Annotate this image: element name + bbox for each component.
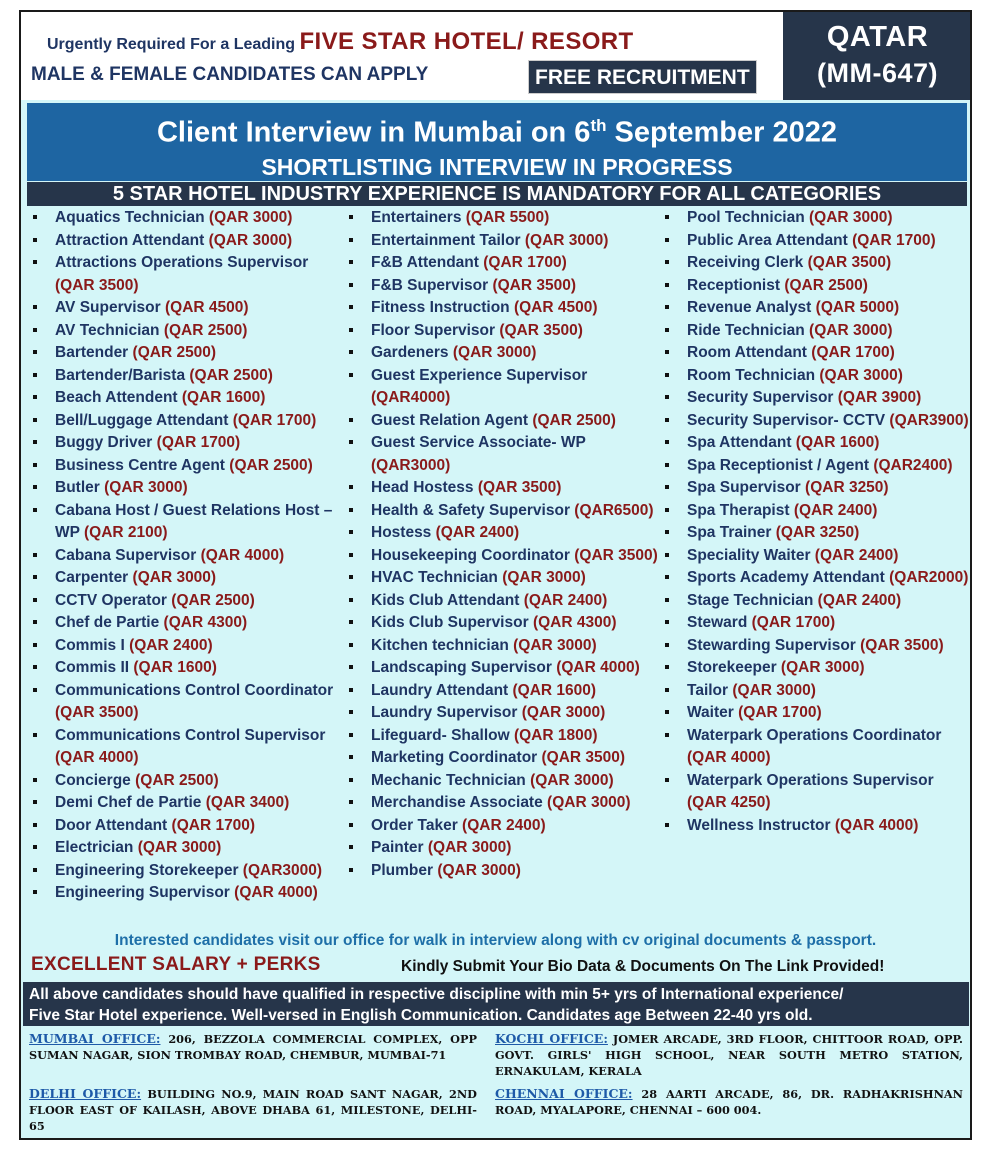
- position-salary: (QAR 1800): [513, 726, 598, 744]
- shortlisting-heading: SHORTLISTING INTERVIEW IN PROGRESS: [261, 153, 733, 180]
- position-title: Health & Safety Supervisor: [371, 501, 570, 519]
- position-salary: (QAR 3500): [477, 479, 562, 496]
- position-title: Waiter: [687, 704, 734, 721]
- position-item: [659, 275, 971, 298]
- position-title: Merchandise Associate: [371, 794, 543, 811]
- position-title: AV Supervisor: [55, 299, 161, 316]
- position-salary: (QAR 3500): [860, 636, 944, 654]
- position-title: Bell/Luggage Attendant: [55, 411, 229, 429]
- position-title: Storekeeper: [687, 659, 777, 676]
- qualification-line-2: Five Star Hotel experience. Well-versed in English Communication. Candidates age Between 22-40 yrs old.: [29, 1007, 813, 1024]
- position-salary: (QAR 2400): [462, 816, 546, 834]
- position-item: [659, 567, 971, 590]
- position-item: [343, 792, 659, 815]
- position-salary: (QAR 3500): [541, 749, 626, 766]
- position-item: [27, 657, 342, 680]
- position-salary: (QAR 1700): [232, 411, 317, 429]
- position-salary: (QAR 2400): [129, 636, 213, 654]
- position-title: Public Area Attendant: [687, 231, 848, 249]
- position-salary: (QAR 3000): [502, 569, 586, 586]
- position-salary: (QAR3000): [371, 456, 451, 474]
- position-salary: (QAR2400): [873, 456, 953, 474]
- position-title: Steward: [687, 614, 748, 631]
- position-title: Receptionist: [687, 276, 781, 294]
- position-item: [27, 387, 342, 410]
- position-item: [343, 297, 659, 320]
- position-item: [659, 230, 971, 253]
- position-title: Carpenter: [55, 569, 129, 586]
- position-salary: (QAR 5000): [815, 299, 900, 316]
- position-item: [659, 815, 971, 838]
- position-item: [27, 297, 342, 320]
- position-title: Hostess: [371, 524, 432, 541]
- position-item: [343, 410, 659, 433]
- position-title: Concierge: [55, 771, 131, 789]
- position-salary: (QAR 4500): [164, 299, 249, 316]
- position-item: [27, 207, 342, 230]
- position-item: [343, 657, 659, 680]
- position-salary: (QAR 3000): [513, 636, 597, 654]
- position-item: [27, 365, 342, 388]
- position-salary: (QAR 3000): [132, 569, 217, 586]
- position-title: HVAC Technician: [371, 569, 498, 586]
- positions-column-3: [659, 207, 971, 837]
- kochi-office-label: KOCHI OFFICE:: [495, 1031, 608, 1046]
- position-title: Laundry Attendant: [371, 681, 509, 699]
- position-salary: (QAR 2400): [793, 501, 878, 519]
- position-item: [343, 612, 659, 635]
- position-title: Gardeners: [371, 344, 449, 361]
- header-left-panel: [21, 12, 783, 100]
- position-title: Guest Experience Supervisor: [371, 366, 588, 384]
- position-salary: (QAR 1600): [795, 434, 880, 451]
- position-salary: (QAR 4500): [513, 299, 598, 316]
- position-title: Ride Technician: [687, 321, 805, 339]
- position-title: Security Supervisor- CCTV: [687, 411, 886, 429]
- delhi-office-address: DELHI OFFICE: BUILDING NO.9, MAIN ROAD SANT NAGAR, 2ND FLOOR EAST OF KAILASH, ABOVE DHABA 61, MILESTONE, DELHI-65: [29, 1086, 477, 1133]
- position-salary: (QAR 3500): [807, 254, 892, 271]
- position-salary: (QAR 3000): [530, 771, 614, 789]
- position-title: Demi Chef de Partie: [55, 794, 202, 811]
- position-title: Tailor: [687, 681, 729, 699]
- interview-banner: [27, 103, 967, 181]
- qualification-bar: [23, 982, 969, 1026]
- position-salary: (QAR 3000): [809, 209, 893, 226]
- position-title: Revenue Analyst: [687, 299, 812, 316]
- position-item: [659, 635, 971, 658]
- position-salary: (QAR 4000): [200, 546, 285, 564]
- position-salary: (QAR 4000): [234, 884, 318, 901]
- position-title: F&B Attendant: [371, 254, 479, 271]
- position-salary: (QAR 3000): [208, 231, 293, 249]
- position-item: [343, 230, 659, 253]
- position-item: [27, 680, 342, 725]
- position-item: [659, 545, 971, 568]
- position-item: [659, 297, 971, 320]
- position-salary: (QAR 3500): [492, 276, 577, 294]
- position-item: [343, 815, 659, 838]
- job-code: (MM-647): [816, 58, 938, 88]
- position-salary: (QAR 2500): [229, 456, 313, 474]
- headline: [47, 28, 634, 56]
- position-salary: (QAR 5500): [465, 209, 550, 226]
- position-salary: (QAR 2500): [132, 344, 217, 361]
- position-title: Painter: [371, 839, 424, 856]
- position-salary: (QAR 2400): [814, 546, 899, 564]
- position-title: Spa Therapist: [687, 501, 790, 519]
- position-item: [659, 207, 971, 230]
- position-title: Electrician: [55, 839, 134, 856]
- chennai-office-address: CHENNAI OFFICE: 28 AARTI ARCADE, 86, DR. RADHAKRISHNAN ROAD, MYALAPORE, CHENNAI – 600 004.: [495, 1086, 963, 1117]
- position-salary: (QAR 3500): [574, 546, 658, 564]
- kochi-office-address: KOCHI OFFICE: JOMER ARCADE, 3RD FLOOR, CHITTOOR ROAD, OPP. GOVT. GIRLS' HIGH SCHOOL, NEAR SOUTH METRO STATION, ERNAKULAM, KERALA: [495, 1031, 963, 1078]
- interview-date-heading: Client Interview in Mumbai on 6th September 2022: [156, 116, 837, 149]
- position-item: [27, 792, 342, 815]
- hotel-resort-title: FIVE STAR HOTEL/ RESORT: [299, 28, 634, 55]
- position-title: Sports Academy Attendant: [687, 569, 885, 586]
- position-salary: (QAR 3000): [547, 794, 631, 811]
- position-title: Housekeeping Coordinator: [371, 546, 570, 564]
- position-salary: (QAR 3000): [732, 681, 816, 699]
- position-item: [659, 680, 971, 703]
- delhi-office-label: DELHI OFFICE:: [29, 1086, 142, 1101]
- position-title: AV Technician: [55, 321, 160, 339]
- position-item: [343, 567, 659, 590]
- position-item: [343, 770, 659, 793]
- candidates-text: MALE & FEMALE CANDIDATES CAN APPLY: [31, 64, 429, 85]
- position-item: [659, 612, 971, 635]
- position-item: [343, 680, 659, 703]
- position-title: Room Attendant: [687, 344, 807, 361]
- position-item: [343, 860, 659, 883]
- position-item: [343, 432, 659, 477]
- position-title: Wellness Instructor: [687, 816, 831, 834]
- position-title: Lifeguard- Shallow: [371, 726, 510, 744]
- position-title: Commis I: [55, 636, 125, 654]
- position-title: Aquatics Technician: [55, 209, 205, 226]
- position-title: Kids Club Supervisor: [371, 614, 529, 631]
- position-title: Order Taker: [371, 816, 458, 834]
- position-salary: (QAR 4000): [834, 816, 919, 834]
- position-salary: (QAR 3500): [55, 704, 139, 721]
- position-item: [659, 770, 971, 815]
- position-title: Laundry Supervisor: [371, 704, 518, 721]
- position-title: Attractions Operations Supervisor: [55, 254, 309, 271]
- mumbai-office-label: MUMBAI OFFICE:: [29, 1031, 161, 1046]
- position-title: Attraction Attendant: [55, 231, 205, 249]
- country-name: QATAR: [826, 21, 929, 53]
- position-item: [27, 432, 342, 455]
- qualification-line-1: All above candidates should have qualified in respective discipline with min 5+ yrs of International experience/: [29, 986, 844, 1003]
- position-title: Stage Technician: [687, 591, 814, 609]
- position-salary: (QAR 3000): [780, 659, 865, 676]
- position-salary: (QAR 3000): [437, 861, 521, 879]
- position-title: Communications Control Coordinator: [55, 681, 334, 699]
- position-salary: (QAR 1700): [811, 344, 895, 361]
- position-title: Waterpark Operations Supervisor: [687, 771, 934, 789]
- position-salary: (QAR 4000): [556, 659, 640, 676]
- position-item: [343, 522, 659, 545]
- position-salary: (QAR 3250): [805, 479, 889, 496]
- position-title: Cabana Supervisor: [55, 546, 197, 564]
- position-title: Mechanic Technician: [371, 771, 526, 789]
- position-salary: (QAR 3000): [104, 479, 188, 496]
- position-title: Spa Receptionist / Agent: [687, 456, 870, 474]
- position-title: Marketing Coordinator: [371, 749, 538, 766]
- walk-in-note: Interested candidates visit our office for walk in interview along with cv original documents & passport.: [114, 932, 877, 949]
- position-title: Cabana Host / Guest Relations Host – WP: [55, 501, 333, 541]
- position-salary: (QAR 3400): [205, 794, 290, 811]
- position-item: [343, 252, 659, 275]
- position-salary: (QAR 3000): [137, 839, 222, 856]
- position-salary: (QAR 3500): [499, 321, 583, 339]
- position-item: [343, 545, 659, 568]
- position-title: Engineering Storekeeper: [55, 861, 239, 879]
- position-item: [27, 410, 342, 433]
- position-salary: (QAR 3000): [809, 321, 893, 339]
- position-salary: (QAR 3000): [521, 704, 606, 721]
- position-salary: (QAR 1600): [512, 681, 597, 699]
- position-title: Entertainment Tailor: [371, 231, 521, 249]
- position-salary: (QAR 3000): [524, 231, 609, 249]
- country-panel: [783, 12, 972, 100]
- position-item: [659, 410, 971, 433]
- position-salary: (QAR2000): [889, 569, 969, 586]
- position-salary: (QAR 3000): [452, 344, 537, 361]
- position-salary: (QAR 2100): [84, 524, 168, 541]
- position-item: [27, 635, 342, 658]
- position-item: [343, 500, 659, 523]
- chennai-office-label: CHENNAI OFFICE:: [495, 1086, 633, 1101]
- position-item: [27, 342, 342, 365]
- position-item: [27, 230, 342, 253]
- mandatory-experience-bar: 5 STAR HOTEL INDUSTRY EXPERIENCE IS MANDATORY FOR ALL CATEGORIES: [27, 182, 967, 206]
- position-item: [343, 747, 659, 770]
- position-salary: (QAR 1700): [483, 254, 567, 271]
- position-item: [343, 702, 659, 725]
- position-item: [343, 275, 659, 298]
- position-item: [27, 320, 342, 343]
- position-item: [343, 837, 659, 860]
- position-salary: (QAR 2400): [817, 591, 902, 609]
- position-item: [659, 455, 971, 478]
- position-title: Bartender: [55, 344, 129, 361]
- position-title: Speciality Waiter: [687, 546, 811, 564]
- position-salary: (QAR3000): [242, 861, 323, 879]
- salary-perks-heading: EXCELLENT SALARY + PERKS: [31, 954, 321, 975]
- position-item: [659, 342, 971, 365]
- position-item: [343, 365, 659, 410]
- position-salary: (QAR 3000): [819, 366, 903, 384]
- position-salary: (QAR6500): [574, 501, 654, 519]
- position-item: [659, 522, 971, 545]
- position-title: Butler: [55, 479, 100, 496]
- position-title: Floor Supervisor: [371, 321, 496, 339]
- position-item: [659, 590, 971, 613]
- position-title: Security Supervisor: [687, 389, 834, 406]
- position-title: Head Hostess: [371, 479, 474, 496]
- position-item: [659, 725, 971, 770]
- position-salary: (QAR 3900): [837, 389, 922, 406]
- position-salary: (QAR 2500): [163, 321, 248, 339]
- position-title: CCTV Operator: [55, 591, 167, 609]
- position-title: Chef de Partie: [55, 614, 160, 631]
- position-item: [27, 590, 342, 613]
- position-salary: (QAR 1600): [133, 659, 217, 676]
- position-salary: (QAR4000): [371, 389, 451, 406]
- position-title: Communications Control Supervisor: [55, 726, 326, 744]
- position-title: Entertainers: [371, 209, 462, 226]
- position-item: [27, 252, 342, 297]
- position-title: Plumber: [371, 861, 434, 879]
- mumbai-office-address: MUMBAI OFFICE: 206, BEZZOLA COMMERCIAL COMPLEX, OPP SUMAN NAGAR, SION TROMBAY ROAD, CHEMBUR, MUMBAI-71: [29, 1031, 477, 1062]
- position-item: [27, 770, 342, 793]
- position-item: [659, 500, 971, 523]
- position-salary: (QAR 2500): [135, 771, 219, 789]
- position-title: Landscaping Supervisor: [371, 659, 552, 676]
- position-salary: (QAR 3250): [775, 524, 860, 541]
- position-item: [659, 477, 971, 500]
- position-title: Guest Service Associate- WP: [371, 434, 586, 451]
- position-title: F&B Supervisor: [371, 276, 489, 294]
- position-title: Fitness Instruction: [371, 299, 510, 316]
- position-title: Receiving Clerk: [687, 254, 804, 271]
- position-title: Door Attendant: [55, 816, 168, 834]
- job-advertisement: [19, 10, 972, 1140]
- position-title: Business Centre Agent: [55, 456, 225, 474]
- position-salary: (QAR 2500): [784, 276, 868, 294]
- position-title: Kids Club Attendant: [371, 591, 520, 609]
- position-title: Commis II: [55, 659, 130, 676]
- position-salary: (QAR 2400): [435, 524, 520, 541]
- position-salary: (QAR 4300): [163, 614, 248, 631]
- position-item: [27, 477, 342, 500]
- position-salary: (QAR 3500): [55, 276, 139, 294]
- position-salary: (QAR 1600): [181, 389, 266, 406]
- position-salary: (QAR 4300): [532, 614, 617, 631]
- position-title: Stewarding Supervisor: [687, 636, 856, 654]
- position-item: [659, 432, 971, 455]
- positions-column-2: [343, 207, 659, 882]
- position-salary: (QAR 3000): [208, 209, 293, 226]
- position-item: [659, 702, 971, 725]
- position-item: [27, 815, 342, 838]
- position-salary: (QAR 1700): [738, 704, 822, 721]
- position-item: [659, 320, 971, 343]
- position-salary: (QAR 2400): [523, 591, 608, 609]
- position-item: [27, 860, 342, 883]
- position-item: [27, 612, 342, 635]
- position-title: Room Technician: [687, 366, 816, 384]
- position-salary: (QAR 4000): [687, 749, 771, 766]
- position-salary: (QAR3900): [889, 411, 969, 429]
- position-salary: (QAR 2500): [189, 366, 273, 384]
- position-item: [343, 590, 659, 613]
- position-salary: (QAR 3000): [427, 839, 512, 856]
- position-item: [659, 657, 971, 680]
- position-item: [27, 725, 342, 770]
- position-title: Bartender/Barista: [55, 366, 186, 384]
- position-salary: (QAR 1700): [171, 816, 256, 834]
- position-title: Buggy Driver: [55, 434, 153, 451]
- position-salary: (QAR 1700): [852, 231, 936, 249]
- submit-biodata-note: Kindly Submit Your Bio Data & Documents On The Link Provided!: [401, 958, 885, 975]
- position-item: [659, 252, 971, 275]
- position-item: [343, 725, 659, 748]
- position-item: [27, 837, 342, 860]
- position-salary: (QAR 1700): [156, 434, 241, 451]
- position-item: [27, 567, 342, 590]
- position-title: Guest Relation Agent: [371, 411, 529, 429]
- position-item: [343, 635, 659, 658]
- position-item: [343, 320, 659, 343]
- position-item: [659, 387, 971, 410]
- free-recruitment-badge: FREE RECRUITMENT: [528, 60, 757, 94]
- position-title: Beach Attendent: [55, 389, 178, 406]
- position-title: Pool Technician: [687, 209, 805, 226]
- urgently-required-text: Urgently Required For a Leading: [47, 36, 296, 53]
- position-item: [343, 477, 659, 500]
- position-item: [27, 500, 342, 545]
- position-item: [659, 365, 971, 388]
- position-title: Spa Trainer: [687, 524, 772, 541]
- position-salary: (QAR 2500): [532, 411, 616, 429]
- positions-column-1: [27, 207, 342, 905]
- position-title: Spa Supervisor: [687, 479, 801, 496]
- position-item: [343, 342, 659, 365]
- position-item: [343, 207, 659, 230]
- position-title: Engineering Supervisor: [55, 884, 230, 901]
- position-title: Kitchen technician: [371, 636, 509, 654]
- position-salary: (QAR 1700): [751, 614, 836, 631]
- position-item: [27, 882, 342, 905]
- position-title: Waterpark Operations Coordinator: [687, 726, 942, 744]
- position-item: [27, 545, 342, 568]
- position-salary: (QAR 4250): [687, 794, 771, 811]
- position-salary: (QAR 2500): [171, 591, 255, 609]
- position-salary: (QAR 4000): [55, 749, 139, 766]
- position-item: [27, 455, 342, 478]
- position-title: Spa Attendant: [687, 434, 792, 451]
